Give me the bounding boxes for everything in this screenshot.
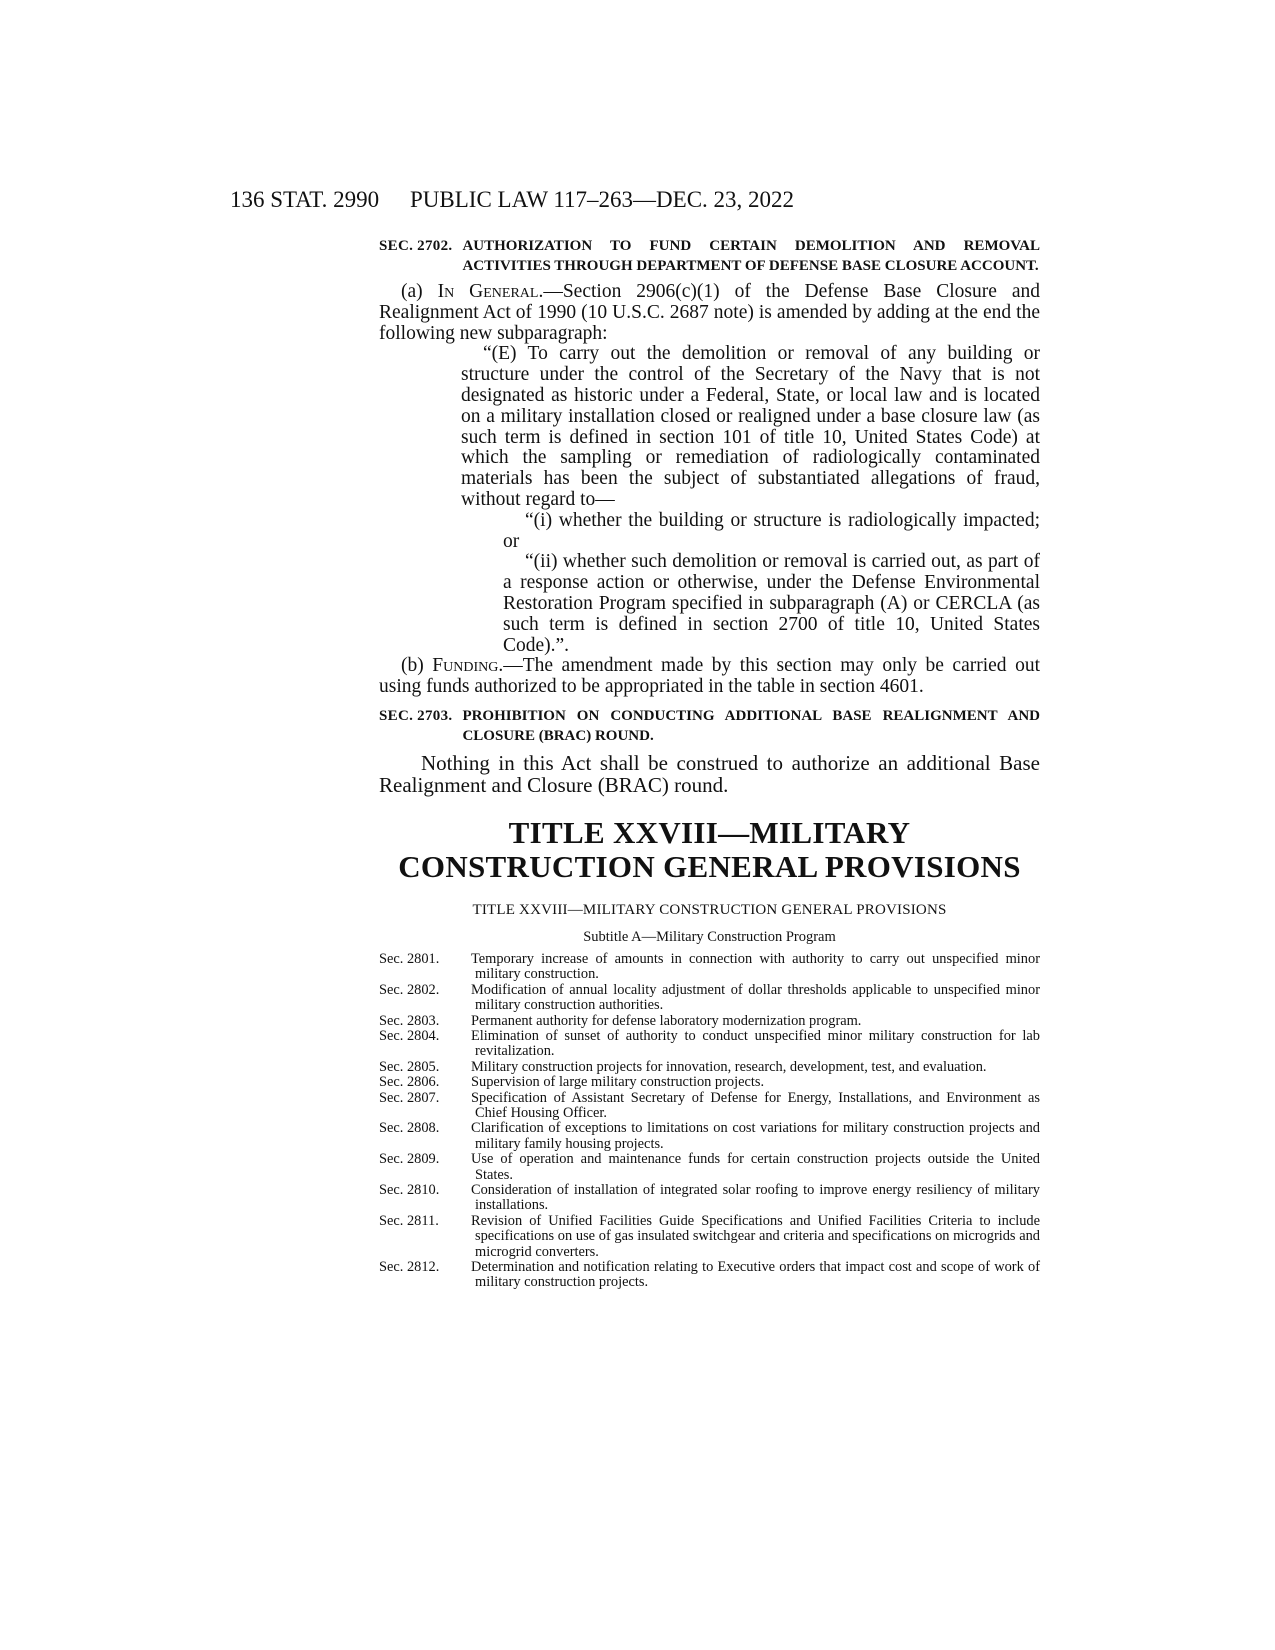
section-title: AUTHORIZATION TO FUND CERTAIN DEMOLITION AND REMOVAL ACTIVITIES THROUGH DEPARTMENT OF DEFENSE BASE CLOSURE ACCOUNT. <box>462 238 1040 274</box>
toc-entry-label: Sec. 2804. <box>379 1027 440 1044</box>
table-of-contents <box>379 952 1040 1291</box>
subsection-text: .—Section 2906(c)(1) of the Defense Base Closure and Realignment Act of 1990 (10 U.S.C. 2687 note) is amended by adding at the end the following new subparagraph: <box>379 281 1040 344</box>
toc-entry-label: Sec. 2811. <box>379 1212 439 1229</box>
toc-entry <box>379 1152 1040 1183</box>
subsection-text: .—The amendment made by this section may only be carried out using funds authorized to be appropriated in the table in section 4601. <box>379 655 1040 698</box>
toc-entry <box>379 1183 1040 1214</box>
section-number: SEC. 2702. <box>379 238 453 254</box>
toc-entry-text: Modification of annual locality adjustment of dollar thresholds applicable to unspecified minor military construction authorities. <box>471 981 1040 1014</box>
page-body <box>379 236 1040 1291</box>
toc-title: TITLE XXVIII—MILITARY CONSTRUCTION GENERAL PROVISIONS <box>472 901 947 918</box>
toc-entry-label: Sec. 2802. <box>379 981 440 998</box>
section-number: SEC. 2703. <box>379 707 453 724</box>
toc-entry <box>379 983 1040 1014</box>
subparagraph-e: “(E) To carry out the demolition or removal of any building or structure under the control of the Secretary of the Navy that is not designated as historic under a Federal, State, or local law and is located on a military installation closed or realigned under a base closure law (as such term is defined in section 101 of title 10, United States Code) at which the sampling or remediation of radiologically contaminated materials has been the subject of substantiated allegations of fraud, without regard to— <box>461 343 1040 510</box>
toc-entry-text: Temporary increase of amounts in connection with authority to carry out unspecified minor military construction. <box>471 950 1040 983</box>
subsection-caption: Funding <box>432 655 499 677</box>
section-2703-text: Nothing in this Act shall be construed to authorize an additional Base Realignment and Closure (BRAC) round. <box>379 750 1040 797</box>
title-heading <box>379 816 1040 884</box>
section-title: PROHIBITION ON CONDUCTING ADDITIONAL BASE REALIGNMENT AND CLOSURE (BRAC) ROUND. <box>462 707 1040 744</box>
toc-entry-label: Sec. 2806. <box>379 1074 440 1091</box>
title-heading-line-2: CONSTRUCTION GENERAL PROVISIONS <box>398 848 1021 884</box>
toc-entry <box>379 1260 1040 1291</box>
subsection-caption: In General <box>437 281 539 302</box>
toc-entry-text: Revision of Unified Facilities Guide Specifications and Unified Facilities Criteria to include specifications on use of gas insulated switchgear and criteria and specifications on microgrids and microgrid converters. <box>471 1212 1040 1260</box>
toc-entry-label: Sec. 2808. <box>379 1120 440 1137</box>
subsection-label: (a) <box>401 281 438 302</box>
toc-entry <box>379 1214 1040 1260</box>
toc-entry <box>379 1029 1040 1060</box>
clause-i: “(i) whether the building or structure is radiologically impacted; or <box>503 509 1040 552</box>
toc-entry-text: Determination and notification relating to Executive orders that impact cost and scope of work of military construction projects. <box>471 1259 1040 1291</box>
toc-entry-text: Supervision of large military construction projects. <box>471 1074 765 1091</box>
subsection-b <box>379 656 1040 698</box>
toc-entry-label: Sec. 2803. <box>379 1012 440 1029</box>
toc-entry-text: Military construction projects for innovation, research, development, test, and evaluation. <box>471 1058 987 1075</box>
toc-entry-label: Sec. 2807. <box>379 1089 440 1106</box>
section-2702-heading <box>379 236 1040 276</box>
subsection-a <box>379 282 1040 344</box>
toc-entry <box>379 1091 1040 1122</box>
statute-page-number: 136 STAT. 2990 <box>230 187 380 212</box>
toc-entry-text: Elimination of sunset of authority to conduct unspecified minor military construction for lab revitalization. <box>471 1027 1040 1060</box>
clause-ii: “(ii) whether such demolition or removal is carried out, as part of a response action or otherwise, under the Defense Environmental Restoration Program specified in subparagraph (A) or CERCLA (as such term is defined in section 2700 of title 10, United States Code).”. <box>503 551 1040 656</box>
toc-entry <box>379 1121 1040 1152</box>
toc-entry-label: Sec. 2812. <box>379 1259 440 1276</box>
toc-entry <box>379 1075 1040 1090</box>
section-2703-heading <box>379 706 1040 746</box>
toc-entry-text: Use of operation and maintenance funds for certain construction projects outside the United States. <box>471 1151 1040 1183</box>
public-law-citation: PUBLIC LAW 117–263—DEC. 23, 2022 <box>410 187 795 212</box>
toc-entry-label: Sec. 2805. <box>379 1058 440 1075</box>
running-header <box>230 187 1040 217</box>
toc-entry-text: Consideration of installation of integrated solar roofing to improve energy resiliency of military installations. <box>471 1182 1040 1214</box>
toc-entry <box>379 952 1040 983</box>
toc-entry <box>379 1014 1040 1029</box>
toc-entry <box>379 1060 1040 1075</box>
toc-entry-label: Sec. 2809. <box>379 1151 440 1168</box>
toc-entry-text: Permanent authority for defense laboratory modernization program. <box>471 1012 862 1029</box>
subsection-label: (b) <box>401 655 433 677</box>
toc-subtitle: Subtitle A—Military Construction Program <box>583 928 836 945</box>
toc-entry-label: Sec. 2801. <box>379 950 440 967</box>
toc-entry-text: Clarification of exceptions to limitations on cost variations for military construction projects and military family housing projects. <box>471 1120 1040 1152</box>
title-heading-line-1: TITLE XXVIII—MILITARY <box>508 814 911 850</box>
toc-entry-text: Specification of Assistant Secretary of Defense for Energy, Installations, and Environment as Chief Housing Officer. <box>471 1089 1040 1121</box>
toc-entry-label: Sec. 2810. <box>379 1182 440 1199</box>
